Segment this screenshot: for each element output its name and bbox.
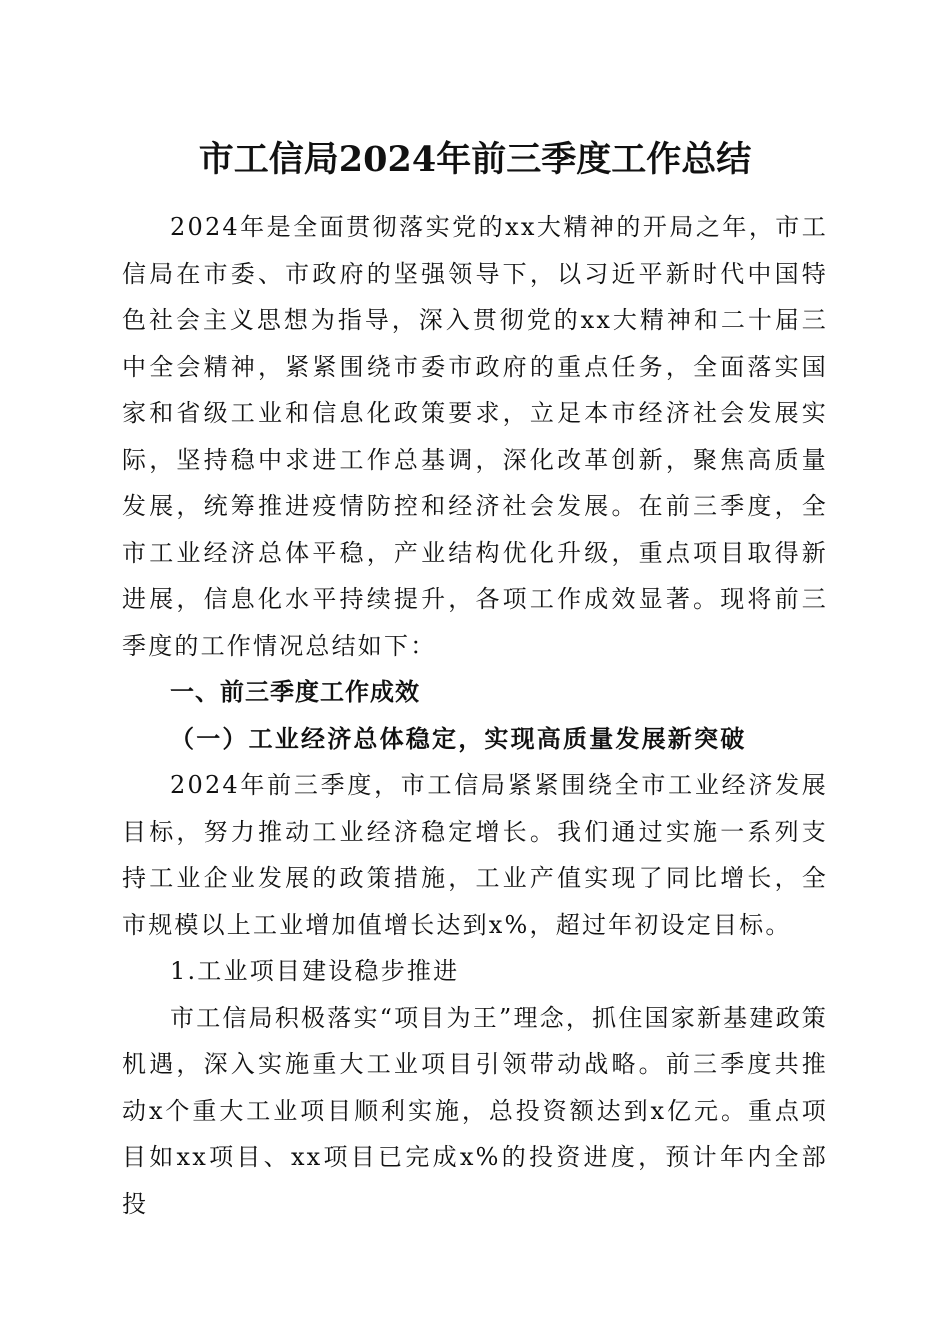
- document-body: [122, 204, 828, 1227]
- item-heading: 1.工业项目建设稳步推进: [170, 957, 460, 985]
- item-paragraph: 市工信局积极落实“项目为王”理念，抓住国家新基建政策机遇，深入实施重大工业项目引领带动战略。前三季度共推动x个重大工业项目顺利实施，总投资额达到x亿元。重点项目如xx项目、xx项目已完成x%的投资进度，预计年内全部投: [122, 1003, 828, 1218]
- subsection-paragraph: 2024年前三季度，市工信局紧紧围绕全市工业经济发展目标，努力推动工业经济稳定增长。我们通过实施一系列支持工业企业发展的政策措施，工业产值实现了同比增长，全市规模以上工业增加值增长达到x%，超过年初设定目标。: [122, 771, 828, 939]
- document-title: 市工信局2024年前三季度工作总结: [198, 139, 752, 180]
- subsection-heading: （一）工业经济总体稳定，实现高质量发展新突破: [170, 723, 747, 753]
- intro-paragraph: 2024年是全面贯彻落实党的xx大精神的开局之年，市工信局在市委、市政府的坚强领导下，以习近平新时代中国特色社会主义思想为指导，深入贯彻党的xx大精神和二十届三中全会精神，紧紧围绕市委市政府的重点任务，全面落实国家和省级工业和信息化政策要求，立足本市经济社会发展实际，坚持稳中求进工作总基调，深化改革创新，聚焦高质量发展，统筹推进疫情防控和经济社会发展。在前三季度，全市工业经济总体平稳，产业结构优化升级，重点项目取得新进展，信息化水平持续提升，各项工作成效显著。现将前三季度的工作情况总结如下：: [122, 213, 828, 660]
- section-heading: 一、前三季度工作成效: [170, 678, 420, 706]
